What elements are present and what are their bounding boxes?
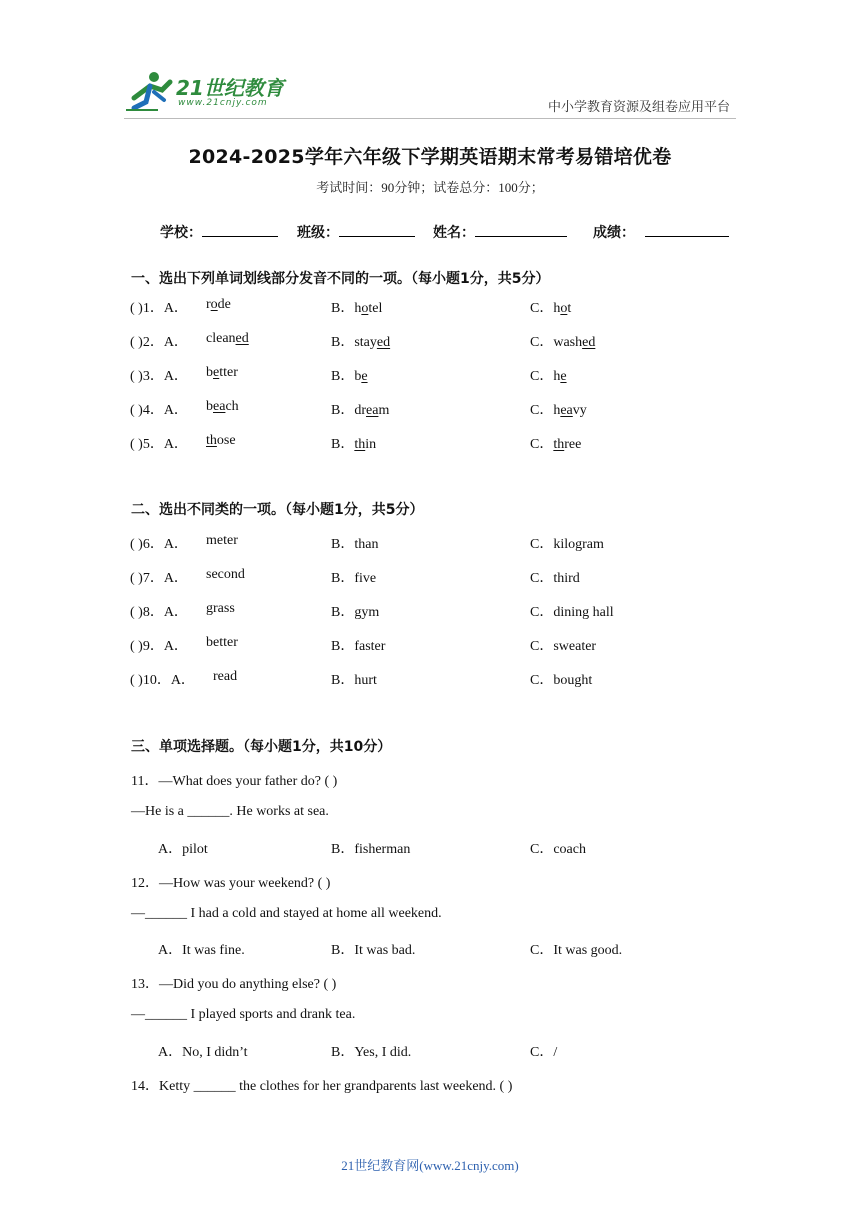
question-number: ( )2．A． (130, 335, 188, 350)
score-blank[interactable] (645, 222, 729, 237)
option-b[interactable]: B．hurt (331, 673, 377, 688)
underlined-letters: e (213, 365, 220, 380)
name-label: 姓名： (433, 225, 475, 241)
option-b[interactable]: B．fisherman (331, 842, 411, 857)
underlined-letters: e (560, 369, 567, 384)
option-c[interactable]: C．dining hall (530, 605, 614, 620)
option-a[interactable]: second (206, 567, 245, 582)
section1-heading: 一、选出下列单词划线部分发音不同的一项。（每小题1分，共5分） (131, 271, 550, 287)
underlined-letters: th (206, 433, 217, 448)
underlined-letters: e (361, 369, 368, 384)
school-blank[interactable] (202, 222, 278, 237)
option-b[interactable]: B．thin (331, 437, 377, 452)
option-c[interactable]: C．sweater (530, 639, 597, 654)
option-a[interactable]: better (206, 365, 238, 380)
option-a[interactable]: A．pilot (158, 842, 208, 857)
underlined-letters: ed (376, 335, 391, 350)
option-a[interactable]: grass (206, 601, 235, 616)
platform-text: 中小学教育资源及组卷应用平台 (547, 99, 730, 114)
school-field[interactable] (160, 222, 278, 242)
class-label: 班级： (297, 225, 339, 241)
options-row (0, 1041, 860, 1061)
question-13: 13．—Did you do anything else? ( ) (131, 977, 337, 992)
option-c[interactable]: C．he (530, 369, 567, 384)
option-a[interactable]: better (206, 635, 238, 650)
header-divider (124, 118, 736, 119)
section2-heading: 二、选出不同类的一项。（每小题1分，共5分） (131, 502, 424, 518)
footer-link[interactable]: 21世纪教育网(www.21cnjy.com) (341, 1158, 519, 1173)
question-11: 11．—What does your father do? ( ) (131, 774, 338, 789)
option-c[interactable]: C．third (530, 571, 580, 586)
option-a[interactable]: A．It was fine. (158, 943, 245, 958)
options-row (0, 939, 860, 959)
question-number: ( )3．A． (130, 369, 188, 384)
question-row (0, 399, 860, 419)
question-row (0, 601, 860, 621)
question-number: ( )10．A． (130, 673, 195, 688)
option-a[interactable]: those (206, 433, 236, 448)
underlined-letters: o (210, 297, 218, 312)
option-c[interactable]: C．kilogram (530, 537, 604, 552)
option-a[interactable]: A．No, I didn’t (158, 1045, 248, 1060)
option-c[interactable]: C．three (530, 437, 582, 452)
page-title: 2024-2025学年六年级下学期英语期末常考易错培优卷 (188, 146, 672, 168)
logo-text: 21世纪教育 (176, 76, 284, 100)
underlined-letters: o (361, 301, 369, 316)
question-12: 12．—How was your weekend? ( ) (131, 876, 331, 891)
question-row (0, 365, 860, 385)
underlined-letters: th (354, 437, 366, 452)
option-c[interactable]: C．coach (530, 842, 586, 857)
exam-info: 考试时间：90分钟；试卷总分：100分； (316, 180, 544, 195)
underlined-letters: th (553, 437, 565, 452)
logo-url: www.21cnjy.com (178, 98, 268, 108)
question-number: ( )6．A． (130, 537, 188, 552)
option-b[interactable]: B．five (331, 571, 377, 586)
question-row (0, 433, 860, 453)
option-a[interactable]: meter (206, 533, 238, 548)
section3-heading: 三、单项选择题。（每小题1分，共10分） (131, 739, 392, 755)
option-a[interactable]: rode (206, 297, 231, 312)
option-c[interactable]: C．washed (530, 335, 596, 350)
option-c[interactable]: C．bought (530, 673, 593, 688)
option-b[interactable]: B．gym (331, 605, 380, 620)
underlined-letters: o (560, 301, 568, 316)
question-14: 14．Ketty ______ the clothes for her grandparents last weekend. ( ) (131, 1079, 513, 1094)
option-b[interactable]: B．stayed (331, 335, 391, 350)
question-row (0, 297, 860, 317)
option-c[interactable]: C．hot (530, 301, 572, 316)
underlined-letters: ed (235, 331, 249, 346)
name-field[interactable] (433, 222, 567, 242)
option-c[interactable]: C．It was good. (530, 943, 623, 958)
option-c[interactable]: C．/ (530, 1045, 558, 1060)
logo (124, 68, 294, 114)
name-blank[interactable] (475, 222, 567, 237)
underlined-letters: ea (366, 403, 379, 418)
question-number: ( )5．A． (130, 437, 188, 452)
question-12-response: —______ I had a cold and stayed at home all weekend. (131, 906, 442, 921)
score-label: 成绩： (593, 225, 635, 241)
underlined-letters: ea (213, 399, 226, 414)
question-row (0, 331, 860, 351)
question-row (0, 669, 860, 689)
option-a[interactable]: beach (206, 399, 239, 414)
options-row (0, 838, 860, 858)
underlined-letters: ed (582, 335, 596, 350)
question-number: ( )8．A． (130, 605, 188, 620)
question-row (0, 567, 860, 587)
question-11-response: —He is a ______. He works at sea. (131, 804, 329, 819)
class-blank[interactable] (339, 222, 415, 237)
option-b[interactable]: B．hotel (331, 301, 383, 316)
question-number: ( )4．A． (130, 403, 188, 418)
question-row (0, 635, 860, 655)
score-field[interactable] (593, 222, 729, 242)
option-c[interactable]: C．heavy (530, 403, 587, 418)
option-b[interactable]: B．faster (331, 639, 386, 654)
class-field[interactable] (297, 222, 415, 242)
school-label: 学校： (160, 225, 202, 241)
option-a[interactable]: read (213, 669, 238, 684)
option-b[interactable]: B．be (331, 369, 368, 384)
underlined-letters: ea (560, 403, 573, 418)
option-a[interactable]: cleaned (206, 331, 249, 346)
option-b[interactable]: B．dream (331, 403, 390, 418)
option-b[interactable]: B．than (331, 537, 379, 552)
option-b[interactable]: B．Yes, I did. (331, 1045, 412, 1060)
option-b[interactable]: B．It was bad. (331, 943, 416, 958)
question-number: ( )1．A． (130, 301, 188, 316)
question-number: ( )9．A． (130, 639, 188, 654)
question-number: ( )7．A． (130, 571, 188, 586)
question-13-response: —______ I played sports and drank tea. (131, 1007, 356, 1022)
question-row (0, 533, 860, 553)
